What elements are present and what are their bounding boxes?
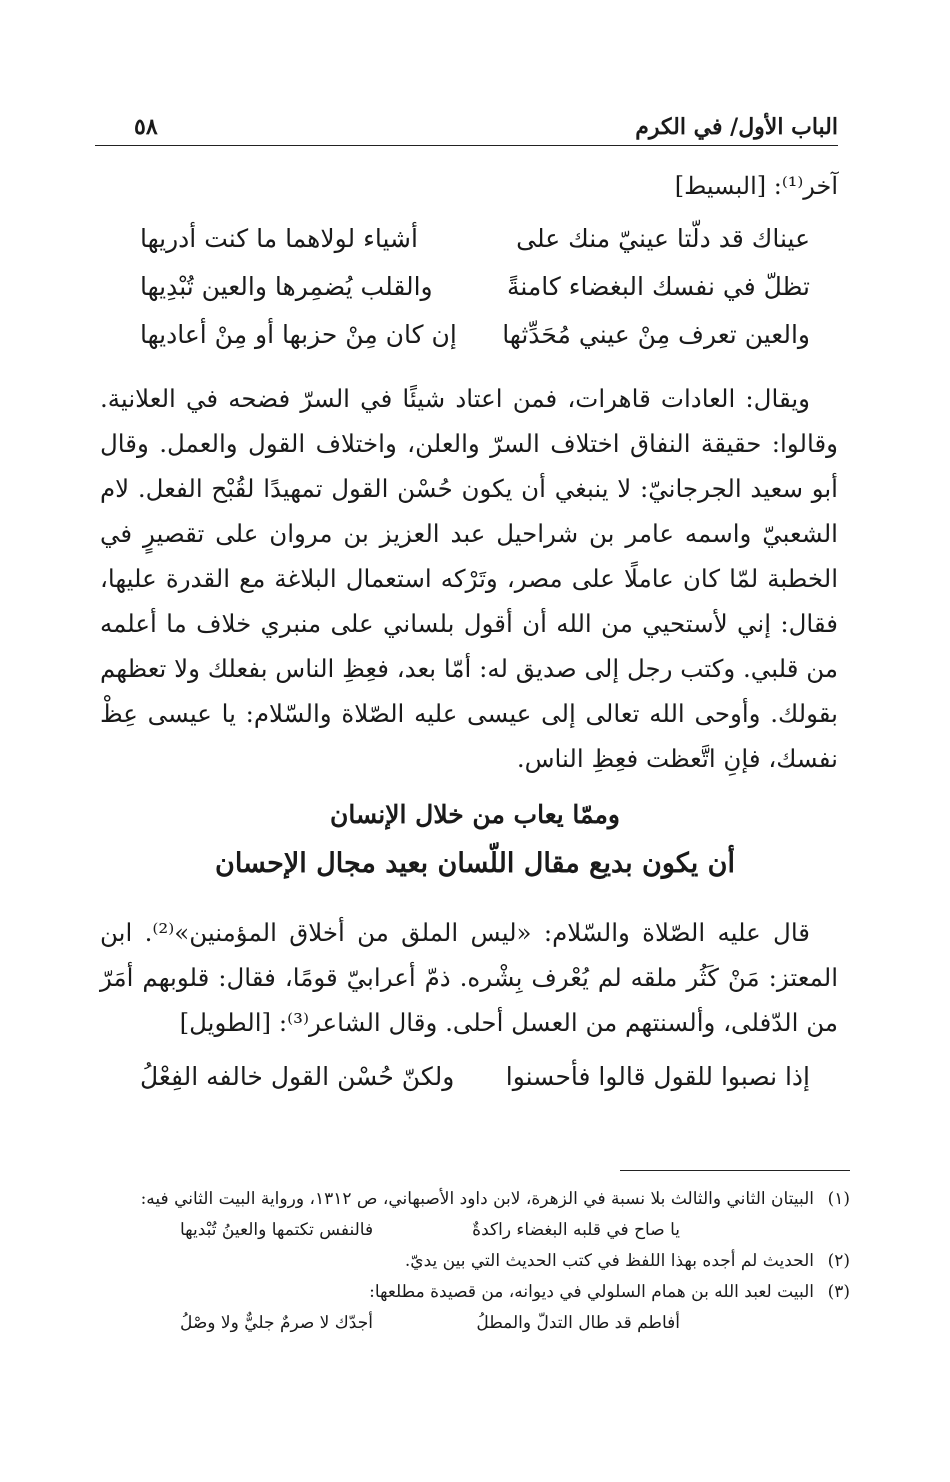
poem-verse bbox=[140, 224, 810, 268]
body-paragraph bbox=[100, 910, 838, 1045]
footnote-number: (٢) bbox=[827, 1251, 850, 1271]
footnote-text: الحديث لم أجده بهذا اللفظ في كتب الحديث التي بين يديّ. bbox=[404, 1251, 814, 1271]
verse-second-hemistich: فالنفس تكتمها والعينُ تُبْديها bbox=[180, 1220, 374, 1240]
footnote-divider bbox=[620, 1170, 850, 1171]
footnotes bbox=[100, 1184, 850, 1339]
running-header-title: الباب الأول/ في الكرم bbox=[635, 114, 838, 140]
verse-first-hemistich: أفاطم قد طال التدلّ والمطلُ bbox=[476, 1313, 680, 1333]
footnote bbox=[100, 1277, 850, 1308]
verse-second-hemistich: أشياء لولاهما ما كنت أدريها bbox=[140, 224, 418, 253]
verse-first-hemistich: تظلّ في نفسك البغضاء كامنةً bbox=[506, 272, 810, 301]
footnote-number: (١) bbox=[827, 1189, 850, 1209]
paragraph-text: ويقال: العادات قاهرات، فمن اعتاد شيئًا في السرّ فضحه في العلانية. وقالوا: حقيقة النفاق اختلاف السرّ والعلن، واختلاف القول والعمل. وقال أبو سعيد الجرجانيّ: لا ينبغي أن يكون حُسْن القول تمهيدًا لقُبْح الفعل. لام الشعبيّ واسمه عامر بن شراحيل عبد العزيز بن مروان على تقصيرٍ في الخطبة لمّا كان عاملًا على مصر، وتَرْكه استعمال البلاغة مع القدرة عليها، فقال: إني لأستحيي من الله أن أقول بلساني على منبري خلاف ما أعلمه من قلبي. وكتب رجل إلى صديق له: أمّا بعد، فعِظِ الناس بفعلك ولا تعظهم بقولك. وأوحى الله تعالى إلى عيسى عليه الصّلاة والسّلام: يا عيسى عِظْ نفسك، فإنِ اتَّعظت فعِظِ الناس. bbox=[100, 384, 838, 773]
verse-first-hemistich: والعين تعرف مِنْ عيني مُحَدِّثها bbox=[502, 320, 810, 349]
poem-verse bbox=[140, 1062, 810, 1106]
body-paragraph bbox=[100, 376, 838, 781]
paragraph-text: قال عليه الصّلاة والسّلام: «ليس الملق من أخلاق المؤمنين»⁽²⁾. ابن المعتز: مَنْ كَثُر ملقه لم يُعْرف بِشْره. ذمّ أعرابيّ قومًا، فقال: قلوبهم أمَرّ من الدّفلى، وألسنتهم من العسل أحلى. وقال الشاعر⁽³⁾: [الطويل] bbox=[100, 918, 838, 1037]
verse-first-hemistich: عيناك قد دلّتا عينيّ منك على bbox=[516, 224, 810, 253]
verse-second-hemistich: والقلب يُضمِرها والعين تُبْدِيها bbox=[140, 272, 433, 301]
footnote-text: البيتان الثاني والثالث بلا نسبة في الزهرة، لابن داود الأصبهاني، ص ١٣١٢، ورواية البيت الثاني فيه: bbox=[140, 1189, 814, 1209]
poem-verse bbox=[140, 272, 810, 316]
verse-second-hemistich: أجدّك لا صرمٌ جليٌّ ولا وصْلُ bbox=[180, 1313, 373, 1333]
section-heading-line-1: وممّا يعاب من خلال الإنسان bbox=[330, 800, 620, 829]
footnote-verse bbox=[100, 1308, 850, 1339]
header-divider bbox=[95, 145, 838, 146]
poem-verse bbox=[140, 320, 810, 364]
poem-intro: آخر⁽¹⁾: [البسيط] bbox=[674, 172, 838, 200]
verse-second-hemistich: إن كان مِنْ حزبها أو مِنْ أعاديها bbox=[140, 320, 457, 349]
footnote bbox=[100, 1246, 850, 1277]
footnote bbox=[100, 1184, 850, 1215]
footnote-verse bbox=[100, 1215, 850, 1246]
section-heading-line-2: أن يكون بديع مقال اللّسان بعيد مجال الإحسان bbox=[214, 848, 735, 879]
footnote-text: البيت لعبد الله بن همام السلولي في ديوانه، من قصيدة مطلعها: bbox=[369, 1282, 814, 1302]
page-number: ٥٨ bbox=[134, 114, 158, 140]
verse-first-hemistich: إذا نصبوا للقول قالوا فأحسنوا bbox=[505, 1062, 810, 1091]
footnote-number: (٣) bbox=[827, 1282, 850, 1302]
verse-first-hemistich: يا صاح في قلبه البغضاء راكدةٌ bbox=[472, 1220, 680, 1240]
verse-second-hemistich: ولكنّ حُسْن القول خالفه الفِعْلُ bbox=[140, 1062, 455, 1091]
